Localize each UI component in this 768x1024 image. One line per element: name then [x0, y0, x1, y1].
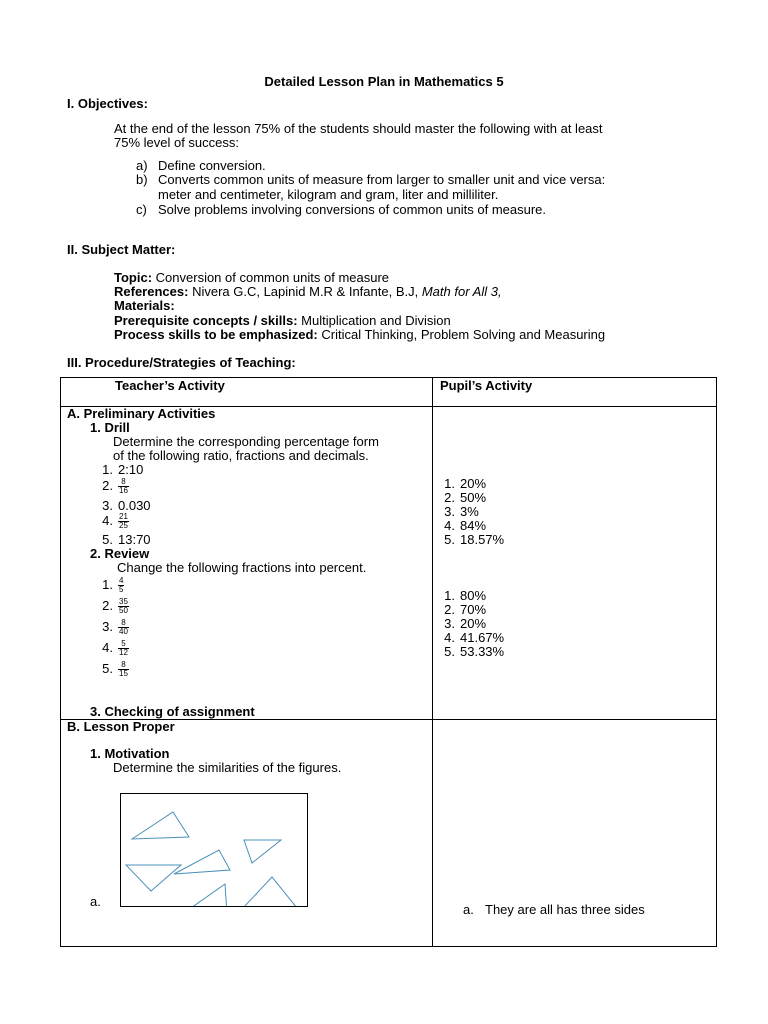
fraction-denominator: 12 [119, 648, 128, 657]
review-answer-2 [437, 603, 486, 617]
review-item-2 [95, 598, 129, 615]
triangle-4 [126, 865, 181, 891]
triangles-figure-box [120, 793, 308, 907]
review-item-5-fraction [118, 661, 129, 678]
review-item-5-number: 5. [102, 660, 113, 676]
review-heading: 2. Review [90, 546, 150, 561]
lesson-proper-heading: B. Lesson Proper [67, 719, 175, 734]
materials-label: Materials: [114, 298, 175, 313]
drill-item-3-number: 3. [102, 498, 113, 513]
review-answer-1 [437, 589, 486, 603]
drill-item-3 [95, 499, 151, 513]
drill-answer-5-value: 18.57% [460, 532, 505, 547]
drill-item-3-value: 0.030 [118, 498, 151, 513]
fraction-denominator: 50 [119, 606, 128, 615]
drill-answer-1-number: 1. [444, 476, 455, 491]
preliminary-heading: A. Preliminary Activities [67, 406, 216, 421]
review-item-5 [95, 661, 129, 678]
pupil-answer-text: They are all has three sides [485, 902, 645, 917]
subject-matter-heading: II. Subject Matter: [67, 242, 176, 257]
fraction-numerator: 35 [119, 597, 128, 606]
process-label: Process skills to be emphasized: [114, 327, 318, 342]
drill-answer-4-value: 84% [460, 518, 487, 533]
fraction-numerator: 5 [118, 640, 129, 649]
review-answer-1-number: 1. [444, 588, 455, 603]
review-instruction: Change the following fractions into percent. [117, 560, 367, 575]
fraction-numerator: 21 [119, 512, 128, 521]
review-answer-4 [437, 631, 504, 645]
review-item-3 [95, 619, 129, 636]
drill-item-4-fraction [118, 513, 129, 530]
fraction-numerator: 8 [118, 619, 129, 628]
review-item-1-fraction [118, 577, 124, 594]
drill-answer-5-number: 5. [444, 532, 455, 547]
fraction-denominator: 16 [119, 486, 128, 495]
references-book: Math for All 3, [421, 284, 502, 299]
drill-answer-3-number: 3. [444, 504, 455, 519]
objective-a-marker: a) [136, 158, 148, 173]
references-label: References: [114, 284, 189, 299]
fraction-numerator: 4 [119, 576, 124, 585]
drill-item-1 [95, 463, 143, 477]
review-item-2-number: 2. [102, 597, 113, 613]
fraction-numerator: 8 [118, 661, 129, 670]
table-row-preliminary [61, 407, 717, 720]
review-item-3-number: 3. [102, 618, 113, 634]
process-value: Critical Thinking, Problem Solving and Measuring [321, 327, 606, 342]
drill-answer-4 [437, 519, 486, 533]
table-row-lesson-proper [61, 720, 717, 947]
drill-answer-1 [437, 477, 486, 491]
review-answer-2-value: 70% [460, 602, 487, 617]
review-item-4 [95, 640, 129, 657]
drill-answer-2-number: 2. [444, 490, 455, 505]
drill-answer-3-value: 3% [460, 504, 479, 519]
table-header-row [61, 378, 717, 407]
drill-item-4 [95, 513, 129, 530]
topic-line [114, 271, 389, 285]
review-answer-3-value: 20% [460, 616, 487, 631]
objectives-intro-line2: 75% level of success: [114, 135, 240, 150]
objective-b-marker: b) [136, 172, 148, 187]
drill-answer-2 [437, 491, 486, 505]
review-answer-5-value: 53.33% [460, 644, 505, 659]
review-answer-5 [437, 645, 504, 659]
pupil-answer-marker: a. [463, 902, 474, 917]
topic-label: Topic: [114, 270, 153, 285]
drill-item-1-value: 2:10 [118, 462, 144, 477]
review-item-1 [95, 577, 124, 594]
review-answer-1-value: 80% [460, 588, 487, 603]
drill-item-2 [95, 478, 129, 495]
triangle-1 [132, 812, 189, 839]
objective-c-marker: c) [136, 202, 147, 217]
review-item-2-fraction [118, 598, 129, 615]
drill-answer-3 [437, 505, 479, 519]
review-answer-5-number: 5. [444, 644, 455, 659]
review-item-1-number: 1. [102, 576, 113, 592]
triangles-figure [121, 794, 307, 906]
prereq-label: Prerequisite concepts / skills: [114, 313, 298, 328]
motivation-heading: 1. Motivation [90, 746, 170, 761]
triangle-2 [174, 850, 230, 874]
topic-value: Conversion of common units of measure [155, 270, 390, 285]
fraction-numerator: 8 [118, 478, 129, 487]
references-value: Nivera G.C, Lapinid M.R & Infante, B.J, [192, 284, 419, 299]
pupil-activity-header: Pupil’s Activity [440, 378, 533, 393]
procedure-table [60, 377, 717, 947]
motivation-instruction: Determine the similarities of the figures. [113, 760, 342, 775]
objective-b-text: Converts common units of measure from larger to smaller unit and vice versa: [158, 172, 606, 187]
pupil-lesson-cell [433, 720, 717, 947]
drill-instruction-line2: of the following ratio, fractions and decimals. [113, 448, 369, 463]
fraction-denominator: 25 [119, 521, 128, 530]
drill-answer-1-value: 20% [460, 476, 487, 491]
checking-heading: 3. Checking of assignment [90, 704, 255, 719]
drill-item-4-number: 4. [102, 512, 113, 528]
review-answer-3-number: 3. [444, 616, 455, 631]
review-answer-3 [437, 617, 486, 631]
triangle-5 [181, 884, 227, 906]
process-line [114, 328, 605, 342]
review-item-4-fraction [118, 640, 129, 657]
drill-item-5-number: 5. [102, 532, 113, 547]
triangle-6 [243, 877, 297, 906]
prereq-line [114, 314, 451, 328]
prereq-value: Multiplication and Division [301, 313, 451, 328]
review-answer-2-number: 2. [444, 602, 455, 617]
drill-answer-2-value: 50% [460, 490, 487, 505]
drill-item-5 [95, 533, 151, 547]
objective-a-text: Define conversion. [158, 158, 266, 173]
teacher-preliminary-cell [61, 407, 433, 720]
pupil-preliminary-cell [433, 407, 717, 720]
objectives-heading: I. Objectives: [67, 96, 148, 111]
references-line [114, 285, 502, 299]
review-item-4-number: 4. [102, 639, 113, 655]
teacher-activity-header: Teacher’s Activity [115, 378, 225, 393]
review-answer-4-value: 41.67% [460, 630, 505, 645]
triangle-3 [244, 840, 281, 863]
fraction-denominator: 5 [119, 585, 124, 594]
objectives-intro-line1: At the end of the lesson 75% of the students should master the following with at least [114, 121, 603, 136]
teacher-header-cell [61, 378, 433, 407]
objective-c-text: Solve problems involving conversions of common units of measure. [158, 202, 547, 217]
objective-b-text-continued: meter and centimeter, kilogram and gram, liter and milliliter. [158, 187, 499, 202]
motivation-marker: a. [90, 894, 101, 909]
drill-answer-5 [437, 533, 504, 547]
drill-item-5-value: 13:70 [118, 532, 151, 547]
drill-item-1-number: 1. [102, 462, 113, 477]
pupil-header-cell [433, 378, 717, 407]
drill-answer-4-number: 4. [444, 518, 455, 533]
fraction-denominator: 15 [119, 669, 128, 678]
procedure-heading: III. Procedure/Strategies of Teaching: [67, 355, 296, 370]
drill-heading: 1. Drill [90, 420, 130, 435]
drill-item-2-fraction [118, 478, 129, 495]
review-answer-4-number: 4. [444, 630, 455, 645]
document-title: Detailed Lesson Plan in Mathematics 5 [264, 74, 504, 89]
teacher-lesson-cell [61, 720, 433, 947]
drill-instruction-line1: Determine the corresponding percentage form [113, 434, 379, 449]
fraction-denominator: 40 [119, 627, 128, 636]
drill-item-2-number: 2. [102, 477, 113, 493]
review-item-3-fraction [118, 619, 129, 636]
